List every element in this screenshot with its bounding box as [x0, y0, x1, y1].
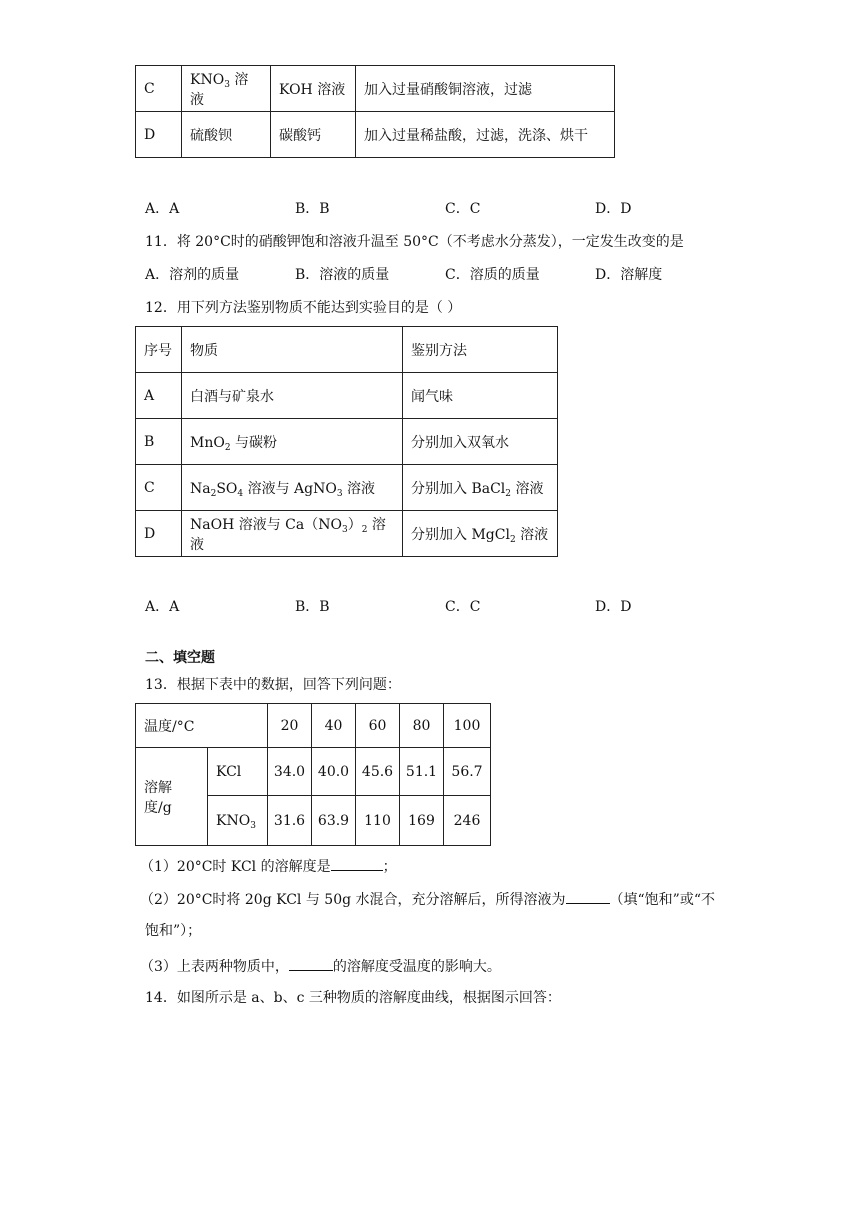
table-header-cell: 物质 — [182, 327, 403, 373]
table-cell: 分别加入 BaCl$_2$ 溶液 — [403, 465, 558, 511]
table-row — [136, 66, 615, 112]
temp-cell: 20 — [268, 704, 312, 748]
q12-option-a[interactable]: A．A — [145, 599, 180, 615]
solubility-label: 溶解度/g — [136, 748, 208, 846]
q10-option-b[interactable]: B．B — [295, 201, 330, 217]
q12-option-c[interactable]: C．C — [445, 599, 481, 615]
table-cell: D — [136, 112, 182, 158]
table-cell: NaOH 溶液与 $Ca(NO_3)_2$ 溶液 — [182, 511, 403, 557]
table-row — [136, 511, 558, 557]
table-row — [136, 465, 558, 511]
table-row — [136, 748, 491, 796]
q11-option-d[interactable]: D．溶解度 — [595, 267, 663, 283]
q12-option-b[interactable]: B．B — [295, 599, 330, 615]
value-cell: 51.1 — [400, 748, 444, 796]
value-cell: 34.0 — [268, 748, 312, 796]
substance-name: KCl — [208, 748, 268, 796]
section-title: 二、填空题 — [145, 650, 215, 666]
temp-label: 温度/°C — [136, 704, 268, 748]
table-cell: 加入过量硝酸铜溶液，过滤 — [356, 66, 615, 112]
table-cell: 硫酸钡 — [182, 112, 271, 158]
table-header-cell: 鉴别方法 — [403, 327, 558, 373]
value-cell: 40.0 — [312, 748, 356, 796]
answer-blank[interactable] — [331, 855, 383, 871]
q12-table — [135, 326, 558, 557]
temp-cell: 100 — [444, 704, 491, 748]
q11-option-c[interactable]: C．溶质的质量 — [445, 267, 540, 283]
table-cell: C — [136, 66, 182, 112]
q12-stem: 12．用下列方法鉴别物质不能达到实验目的是（ ） — [145, 300, 462, 316]
q13-solubility-table — [135, 703, 491, 846]
table-row — [136, 112, 615, 158]
table-cell: 白酒与矿泉水 — [182, 373, 403, 419]
q10-option-c[interactable]: C．C — [445, 201, 481, 217]
table-cell: $Na_2SO_4$ 溶液与 AgNO$_3$ 溶液 — [182, 465, 403, 511]
value-cell: 246 — [444, 796, 491, 846]
q10-table — [135, 65, 615, 158]
table-cell: B — [136, 419, 182, 465]
value-cell: 31.6 — [268, 796, 312, 846]
table-cell: C — [136, 465, 182, 511]
q13-sub2-cont: 饱和”）； — [145, 923, 202, 939]
table-cell: 分别加入 MgCl$_2$ 溶液 — [403, 511, 558, 557]
table-cell: $KNO_3$ 溶液 — [182, 66, 271, 112]
q11-stem: 11．将 20°C时的硝酸钾饱和溶液升温至 50°C（不考虑水分蒸发），一定发生改变的是 — [145, 234, 684, 250]
q11-option-a[interactable]: A．溶剂的质量 — [145, 267, 240, 283]
q13-stem: 13．根据下表中的数据，回答下列问题： — [145, 677, 401, 693]
value-cell: 169 — [400, 796, 444, 846]
table-cell: D — [136, 511, 182, 557]
q13-sub3: （3）上表两种物质中， 的溶解度受温度的影响大。 — [140, 955, 501, 977]
value-cell: 110 — [356, 796, 400, 846]
table-cell: A — [136, 373, 182, 419]
q13-sub2: （2）20°C时将 20g KCl 与 50g 水混合，充分溶解后，所得溶液为 （填“饱和”或“不 — [140, 888, 715, 910]
q10-option-d[interactable]: D．D — [595, 201, 632, 217]
table-cell: 碳酸钙 — [271, 112, 356, 158]
table-cell: MnO$_2$ 与碳粉 — [182, 419, 403, 465]
substance-name: $KNO_3$ — [208, 796, 268, 846]
answer-blank[interactable] — [289, 955, 333, 971]
q13-sub1: （1）20°C时 KCl 的溶解度是 ； — [140, 855, 397, 877]
q12-option-d[interactable]: D．D — [595, 599, 632, 615]
answer-blank[interactable] — [566, 888, 610, 904]
table-row — [136, 704, 491, 748]
q10-option-a[interactable]: A．A — [145, 201, 180, 217]
table-row — [136, 373, 558, 419]
q11-option-b[interactable]: B．溶液的质量 — [295, 267, 390, 283]
table-cell: 分别加入双氧水 — [403, 419, 558, 465]
temp-cell: 80 — [400, 704, 444, 748]
temp-cell: 40 — [312, 704, 356, 748]
table-header-cell: 序号 — [136, 327, 182, 373]
temp-cell: 60 — [356, 704, 400, 748]
table-cell: KOH 溶液 — [271, 66, 356, 112]
value-cell: 63.9 — [312, 796, 356, 846]
table-header-row — [136, 327, 558, 373]
table-row — [136, 419, 558, 465]
table-cell: 加入过量稀盐酸，过滤，洗涤、烘干 — [356, 112, 615, 158]
value-cell: 56.7 — [444, 748, 491, 796]
value-cell: 45.6 — [356, 748, 400, 796]
table-cell: 闻气味 — [403, 373, 558, 419]
q14-stem: 14．如图所示是 a、b、c 三种物质的溶解度曲线，根据图示回答： — [145, 990, 561, 1006]
